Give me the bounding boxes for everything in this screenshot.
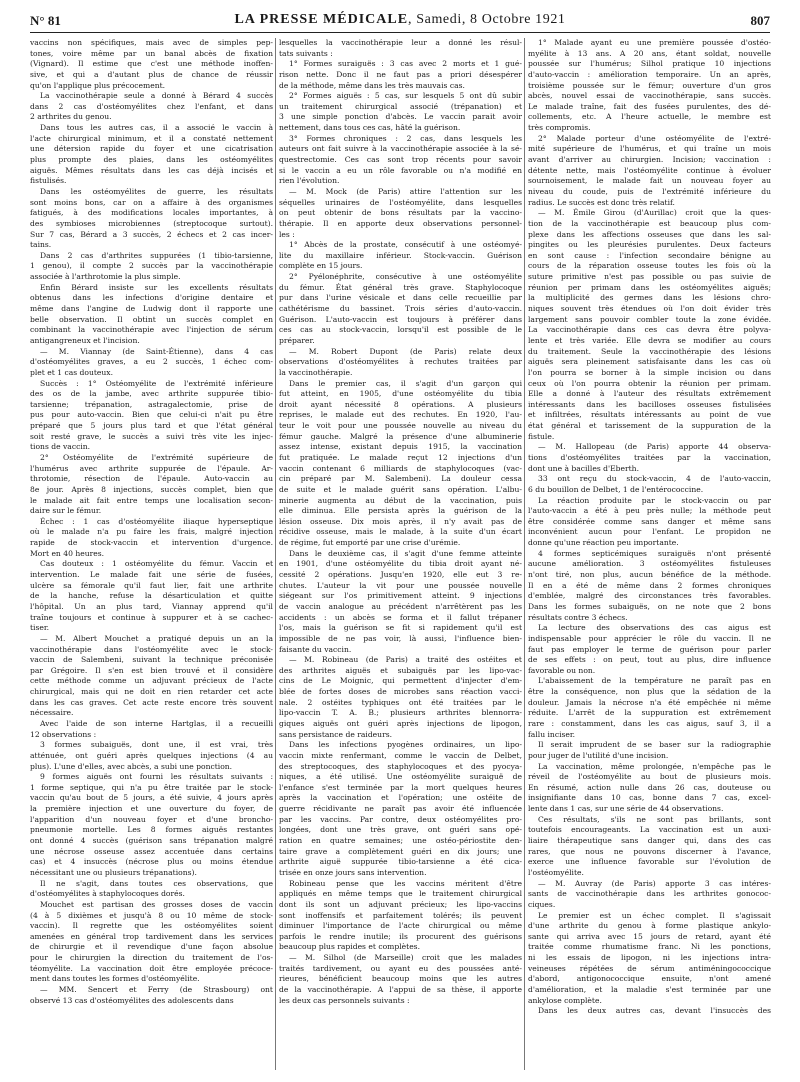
text-line: niques souvent très étendues où l'on doit évider très (528, 304, 771, 314)
text-line: questrectomie. Ces cas sont trop récents pour savoir (279, 155, 522, 165)
text-line: 4 formes septicémiques suraiguës n'ont présenté (538, 548, 771, 558)
text-line: 2° Pyélonéphrite, consécutive à une ostéomyélite (289, 272, 522, 282)
text-line: combinant la vaccinothérapie avec l'injection de sérum (30, 325, 273, 335)
text-line: auteurs ont fait suivre à la vaccinothérapie associée à la sé- (279, 144, 522, 154)
text-line: nettement, dans tous ces cas, hâté la guérison. (279, 123, 461, 133)
text-line: avant d'arriver au chirurgien. Incision; vaccination : (528, 155, 771, 165)
text-line: sont inoffensifs et parfaitement tolérés; ils peuvent (279, 910, 522, 920)
text-line: fémur gauche. Malgré la présence d'une albuminerie (279, 431, 522, 441)
text-line: 3° Formes chroniques : 2 cas, dans lesquels les (289, 133, 522, 143)
text-line: vaccin de Salembeni, suivant la technique préconisée (30, 655, 273, 665)
page-number: 807 (750, 13, 770, 28)
text-line: de la vaccinothérapie. A l'appui de sa thèse, il apporte (279, 985, 522, 995)
text-line: abcès, nouvel essai de vaccinothérapie, sans succès. (528, 91, 771, 101)
text-line: La vaccinothérapie dans ces cas devra être polyva- (528, 325, 771, 335)
text-column-3 (528, 38, 771, 1074)
text-line: et infiltrées, résultats intéressants au point de vue (528, 410, 771, 420)
text-line: cas) et 4 insuccès (nécrose plus ou moins étendue (30, 857, 273, 867)
text-line: qu'on l'applique plus précocement. (30, 80, 166, 90)
text-line: rapide de stock-vaccin et intervention d'urgence. (30, 538, 273, 548)
text-line: l'humérus avec arthrite suppurée de l'épaule. Ar- (30, 463, 273, 473)
text-line: être considérée comme sans danger et même sans (528, 516, 771, 526)
text-line: du fémur. État général très grave. Staphylocoque (279, 282, 522, 292)
text-line: La vaccination, même prolongée, n'empêche pas le (538, 761, 771, 771)
text-line: cette méthode comme un adjuvant précieux de l'acte (30, 676, 273, 686)
text-line: l'os, mais la guérison se fit si rapidement qu'il est (279, 623, 522, 633)
text-line: — M. Albert Mouchet a pratiqué depuis un an la (40, 633, 273, 643)
text-line: La lecture des observations des cas aigus est (538, 623, 771, 633)
text-line: (4 à 5 dixièmes et jusqu'à 8 ou 10 même de stock- (30, 910, 273, 920)
text-line: dans 2 cas d'ostéomyélites chez l'enfant, et dans (30, 101, 273, 111)
text-line: — M. Viannay (de Saint-Étienne), dans 4 cas (40, 346, 273, 356)
text-line: d'emblée, malgré des circonstances très favorables. (528, 591, 771, 601)
text-line: belle observation. Il obtint un succès complet en (30, 314, 273, 324)
text-line: ces cas au stock-vaccin, lorsqu'il est possible de le (279, 325, 522, 335)
text-line: Elle a donné à l'auteur des résultats extrêmement (528, 389, 771, 399)
text-line: veineuses répétées de sérum antiméningococcique (528, 963, 771, 973)
text-line: l'hôpital. Un an plus tard, Viannay apprend qu'il (30, 601, 273, 611)
text-line: La vaccinothérapie seule a donné à Bérard 4 succès (40, 91, 273, 101)
text-line: Guérison. L'auto-vaccin est toujours à préférer dans (279, 314, 522, 324)
text-line: la multiplicité des germes dans les lésions chro- (528, 293, 771, 303)
text-line: l'enfance s'est terminée par la mort quelques heures (279, 782, 522, 792)
text-line: les deux cas personnels suivants : (279, 995, 410, 1005)
text-line: Dans les ostéomyélites de guerre, les résultats (40, 186, 273, 196)
text-line: La réaction produite par le stock-vaccin ou par (538, 495, 771, 505)
text-line: du traitement. Seule la vaccinothérapie des lésions (528, 346, 771, 356)
text-line: Il serait imprudent de se baser sur la radiographie (538, 740, 771, 750)
text-line: suture primitive n'est pas possible ou pas suivie de (528, 272, 771, 282)
text-line: 1° Abcès de la prostate, consécutif à une ostéomyé- (289, 240, 522, 250)
text-line: résultats contre 3 échecs. (528, 612, 628, 622)
text-line: vaccins non spécifiques, mais avec de simples pep- (30, 38, 273, 47)
text-line: après la vaccination et l'opération; une ostéite de (279, 793, 522, 803)
text-line: 1 forme septique, qui n'a pu être traitée par le stock- (30, 782, 273, 792)
text-line: en sont cause : l'infection secondaire bénigne au (528, 250, 771, 260)
text-line: pour le chirurgien la direction du traitement de l'os- (30, 953, 273, 963)
text-line: de ses effets : on peut, tout au plus, dire influence (528, 655, 771, 665)
text-line: fut atteint, en 1905, d'une ostéomyélite du tibia (279, 389, 522, 399)
text-line: cins de Le Moignic, qui permettent d'injecter d'em- (279, 676, 522, 686)
text-line: faisante du vaccin. (279, 644, 352, 654)
text-line: d'amélioration, et la maladie s'est terminée par une (528, 985, 771, 995)
text-line: Enfin Bérard insiste sur les excellents résultats (40, 282, 273, 292)
text-line: ankylose complète. (528, 995, 602, 1005)
text-line: on peut obtenir de bons résultats par la vaccino- (279, 208, 522, 218)
text-line: tains. (30, 240, 52, 250)
text-line: aucune amélioration. 3 ostéomyélites fistuleuses (528, 559, 771, 569)
text-line: de vaccin analogue au précédent n'arrêtèrent pas les (279, 601, 522, 611)
text-line: faut pas employer le terme de guérison pour parler (528, 644, 771, 654)
text-line: plus prompte des plaies, dans les ostéomyélites (30, 155, 273, 165)
text-line: — M. Robineau (de Paris) a traité des ostéites et (289, 655, 522, 665)
text-line: sournoisement, le malade fait un nouveau foyer au (528, 176, 771, 186)
text-line: taire grave a complètement guéri en dix jours; une (279, 846, 522, 856)
text-line: niveau du coude, puis de l'extrémité inférieure du (528, 186, 771, 196)
text-line: ciques. (528, 899, 556, 909)
issue-number: N° 81 (30, 13, 61, 28)
text-line: daire sur le fémur. (30, 506, 102, 516)
text-line: des symbioses microbiennes (streptocoque surtout). (30, 218, 273, 228)
text-line: aiguës. Mêmes résultats dans les cas déjà incisés et (30, 165, 273, 175)
text-line: récidive osseuse, mais le malade, à la suite d'un écart (279, 527, 522, 537)
text-line: 3 une simple ponction d'abcès. Le vaccin parait avoir (279, 112, 522, 122)
text-line: même dans l'angine de Ludwig dont il rapporte une (30, 304, 273, 314)
text-line: nale. 2 ostéites typhiques ont été traitées par le (279, 697, 522, 707)
text-line: réunion per primam dans les ostéomyélites aiguës; (528, 282, 771, 292)
text-line: très compromis. (528, 123, 591, 133)
text-line: des streptocoques, des staphylocoques et des pyocya- (279, 761, 522, 771)
text-line: séquelles urinaires de l'ostéomyélite, dans lesquelles (279, 197, 522, 207)
text-line: 8e jour. Après 8 injections, succès complet, bien que (30, 484, 273, 494)
text-line: si le vaccin a eu un rôle favorable ou n'a modifié en (279, 165, 522, 175)
text-line: throtomie, résection de l'épaule. Auto-vaccin au (30, 474, 273, 484)
text-line: impossible de ne pas voir, là aussi, l'influence bien- (279, 633, 522, 643)
text-line: téomyélite. La vaccination doit être employée précoce- (30, 963, 273, 973)
text-line: sans persistance de raideurs. (279, 729, 393, 739)
text-line: vaccin qu'au bout de 5 jours, a été suivie, 4 jours après (30, 793, 273, 803)
text-line: pour juger de l'utilité d'une incision. (528, 750, 669, 760)
text-line: radius. Le succès est donc très relatif. (528, 197, 675, 207)
text-line: Il en a été de même dans 2 formes chroniques (528, 580, 771, 590)
text-line: fistule. (528, 431, 555, 441)
text-line: plet et 1 cas douteux. (30, 367, 114, 377)
text-line: la première injection et une ouverture du foyer, de (30, 804, 273, 814)
text-line: préparé que 5 jours plus tard et que l'état général (30, 421, 273, 431)
text-line: assez intense, existant depuis 1915, la vaccination (279, 442, 522, 452)
text-line: soit resté grave, le succès a suivi très vite les injec- (30, 431, 273, 441)
text-line: tarsienne; trépanation, astragalectomie, prise de (30, 399, 273, 409)
text-line: observé 13 cas d'ostéomyélites des adolescents dans (30, 995, 234, 1005)
text-line: sante qui arriva avec 15 jours de retard, ayant été (528, 931, 771, 941)
text-line: Il ne s'agit, dans toutes ces observations, que (40, 878, 273, 888)
text-line: Dans les formes subaiguës, on ne note que 2 bons (528, 601, 771, 611)
text-line: fallu inciser. (528, 729, 576, 739)
text-line: Robineau pense que les vaccins méritent d'être (289, 878, 522, 888)
text-line: Cas douteux : 1 ostéomyélite du fémur. Vaccin et (40, 559, 273, 569)
text-line: 33 ont reçu du stock-vaccin, 4 de l'auto-vaccin, (538, 474, 771, 484)
text-line: giques aiguës ont guéri après injections de lipogon, (279, 719, 522, 728)
text-line: lesquelles la vaccinothérapie leur a donné les résul- (279, 38, 522, 47)
text-line: une détersion rapide du foyer et une cicatrisation (30, 144, 273, 154)
text-line: l'on pourra se borner à la simple incision ou dans (528, 367, 771, 377)
text-line: vaccin contenant 6 milliards de staphylocoques (vac- (279, 463, 522, 473)
issue-date: , Samedi, 8 Octobre 1921 (408, 12, 566, 27)
publication-name: LA PRESSE MÉDICALE (234, 12, 409, 27)
text-line: atténuée, ont guéri après quelques injections (4 au (30, 750, 273, 760)
text-line: 1 genou), il compte 2 succès par la vaccinothérapie (30, 261, 273, 271)
text-line: ont donné 4 succès (guérison sans trépanation malgré (30, 836, 273, 846)
text-line: poussée sur l'humérus; Silhol pratique 10 injections (528, 59, 771, 69)
text-line: — M. Silhol (de Marseille) croit que les malades (289, 953, 522, 963)
text-line: obtenus dans les infections d'origine dentaire et (30, 293, 273, 303)
text-line: elle diminua. Elle persista après la guérison de la (279, 506, 522, 516)
text-line: 2° Ostéomyélite de l'extrémité supérieure de (40, 452, 273, 462)
text-line: — M. Auvray (de Paris) apporte 3 cas intéres- (538, 878, 771, 888)
text-line: tions de vaccin. (30, 442, 91, 452)
text-line: favorable ou non. (528, 665, 596, 675)
text-line: 1° Formes suraiguës : 3 cas avec 2 morts et 1 gué- (289, 59, 522, 69)
text-line: plus). L'une d'elles, avec abcès, a subi une ponction. (30, 761, 233, 771)
text-line: traîne toujours et continue à suppurer et à se cachec- (30, 612, 273, 622)
text-line: diminuer l'importance de l'acte chirurgical ou même (279, 921, 522, 931)
text-line: vaccin). Il regrette que les ostéomyélites soient (30, 921, 273, 931)
text-line: tones, voire même par un banal abcès de fixation (30, 48, 273, 58)
text-line: 3 formes subaiguës, dont une, il est vrai, très (40, 740, 273, 750)
text-line: en 1901, d'une ostéomyélite du tibia droit ayant né- (279, 559, 522, 569)
text-line: largement sans pouvoir combler toute la zone évidée. (528, 314, 771, 324)
text-line: cours de la réparation osseuse toutes les fois où la (528, 261, 771, 271)
text-line: 2° Formes aiguës : 5 cas, sur lesquels 5 ont dû subir (289, 91, 522, 101)
text-line: Ces résultats, s'ils ne sont pas brillants, sont (538, 814, 771, 824)
text-line: rieures, bénéficient beaucoup moins que les autres (279, 974, 522, 984)
text-line: accidents : un abcès se forma et il fallut trépaner (279, 612, 522, 622)
text-line: beaucoup plus rapides et complètes. (279, 942, 420, 952)
text-line: nécessaire. (30, 708, 74, 718)
text-line: Dans 2 cas d'arthrites suppurées (1 tibio-tarsienne, (40, 250, 273, 260)
text-line: réveil de l'ostéomyélite au bout de plusieurs mois. (528, 772, 771, 782)
text-line: droit ayant nécessité 8 opérations. A plusieurs (279, 399, 522, 409)
text-line: état général et tarissement de la suppuration de la (528, 421, 771, 431)
text-line: donne qu'une réaction peu importante. (528, 538, 679, 548)
text-line: par Grégoire. Il s'en est bien trouvé et il considère (30, 665, 273, 675)
text-line: lésion osseuse. Dix mois après, il n'y avait pas de (279, 516, 522, 526)
text-line: n'ont tiré, non plus, aucun bénéfice de la méthode. (528, 570, 771, 580)
text-line: de la hanche, refuse la désarticulation et quitte (30, 591, 273, 601)
text-line: rison nette. Donc il ne faut pas a priori désespérer (279, 69, 522, 79)
text-line: blée de fortes doses de microbes sans réaction vacci- (279, 687, 522, 697)
text-line: Mort en 40 heures. (30, 548, 105, 558)
text-line: d'une arthrite du genou à forme plastique ankylo- (528, 921, 771, 931)
text-line: niques, a été utilisé. Une ostéomyélite suraiguë de (279, 772, 522, 782)
text-line: cathétérisme du bassinet. Trois séries d'auto-vaccin. (279, 304, 522, 314)
text-line: guerre récidivante ne paraît pas avoir été influencée (279, 804, 522, 814)
text-line: troisième poussée sur le fémur; ouverture d'un gros (528, 80, 771, 90)
text-line: — M. Robert Dupont (de Paris) relate deux (289, 346, 522, 356)
text-line: 1° Malade ayant eu une première poussée d'ostéo- (538, 38, 771, 47)
text-line: lipo-vaccin T. A. B.; plusieurs arthrites blennorra- (279, 708, 522, 718)
text-line: exerce une influence favorable sur l'évolution de (528, 857, 771, 867)
text-line: En résumé, action nulle dans 26 cas, douteuse ou (528, 782, 771, 792)
text-line: appliqués en même temps que le traitement chirurgical (279, 889, 522, 899)
text-line: — M. Mock (de Paris) attire l'attention sur les (289, 186, 522, 196)
text-line: cin préparé par M. Salembeni). La douleur cessa (279, 474, 522, 484)
text-column-1 (30, 38, 273, 1074)
text-line: Dans le deuxième cas, il s'agit d'une femme atteinte (289, 548, 522, 558)
text-line: lente dans 1 cas, sur une série de 44 observations. (528, 804, 724, 814)
text-line: longées, dont une très grave, ont guéri sans opé- (279, 825, 522, 835)
text-line: thérapie. Il en apporte deux observations personnel- (279, 218, 522, 228)
text-line: L'abaissement de la température ne paraît pas en (538, 676, 771, 686)
text-line: sont moins bons, car on a affaire à des organismes (30, 197, 273, 207)
text-line: des arthrites aiguës et subaiguës par les lipo-vac- (279, 665, 522, 675)
text-line: 9 formes aiguës ont fourni les résultats suivants : (40, 772, 273, 782)
text-line: lite du maxillaire inférieur. Stock-vaccin. Guérison (279, 250, 522, 260)
text-line: myélite à 13 ans. A 20 ans, étant soldat, nouvelle (528, 48, 771, 58)
text-line: détente nette, mais l'ostéomyélite continue à évoluer (528, 165, 771, 175)
text-line: pus pour auto-vaccin. Bien que celui-ci n'ait pu être (30, 410, 273, 420)
text-line: rare : constamment, dans les cas aigus, sauf 3, il a (528, 719, 771, 728)
text-line: (Vignard). Il estime que c'est une méthode inoffen- (30, 59, 273, 69)
text-line: observations d'ostéomyélites à rechutes traitées par (279, 357, 522, 367)
text-line: un traitement chirurgical associé (trépanation) et (279, 101, 522, 111)
text-line: insignifiante dans 10 cas, bonne dans 7 cas, excel- (528, 793, 771, 803)
text-line: complète en 15 jours. (279, 261, 363, 271)
text-line: une nécrose osseuse assez accentuée dans certains (30, 846, 273, 856)
text-line: sive, et qui a d'autant plus de chance de réussir (30, 69, 273, 79)
text-line: 6 du bouillon de Delbet, 1 de l'entérococcine. (528, 484, 704, 494)
text-line: Dans les deux autres cas, devant l'insuccès des (538, 1006, 771, 1016)
text-line: douleur. Jamais la nécrose n'a été empêchée ni même (528, 697, 771, 707)
text-line: l'apparition d'un nouveau foyer et d'une broncho- (30, 814, 273, 824)
text-line: vaccinothérapie dans l'ostéomyélite avec le stock- (30, 644, 273, 654)
text-line: — M. Hallopeau (de Paris) apporte 44 observa- (538, 442, 771, 452)
page-header (30, 10, 770, 33)
text-line: tiser. (30, 623, 50, 633)
column-rule (275, 38, 276, 1070)
text-line: tions d'ostéomyélites traitées par la vaccination, (528, 452, 771, 462)
text-line: vaccin mixte renfermant, comme le vaccin de Delbet, (279, 750, 522, 760)
text-line: sants de vaccinothérapie dans les arthrites gonococ- (528, 889, 771, 899)
text-line: 2° Malade porteur d'une ostéomyélite de l'extré- (538, 133, 771, 143)
text-line: associée à l'arthrotomie la plus simple. (30, 272, 181, 282)
text-line: ceux où l'on pourra obtenir la réunion per primam. (528, 378, 771, 388)
text-line: préparer. (279, 335, 315, 345)
text-line: pneumonie mortelle. Les 8 formes aiguës restantes (30, 825, 273, 835)
text-line: indispensable pour apprécier le rôle du vaccin. Il ne (528, 633, 771, 643)
text-line: Dans le premier cas, il s'agit d'un garçon qui (289, 378, 522, 388)
text-line: dans les cas graves. Cet acte reste encore très souvent (30, 697, 273, 707)
text-line: d'ostéomyélites graves, a eu 2 succès, 1 échec com- (30, 357, 273, 367)
text-line: d'ostéomyélites à staphylocoques dorés. (30, 889, 185, 899)
text-line: rien l'évolution. (279, 176, 340, 186)
text-line: fut pratiquée. Le malade reçut 12 injections d'un (279, 452, 522, 462)
text-line: Le malade traîne, fait des fusées purulentes, des dé- (528, 101, 771, 111)
text-line: cessité 2 opérations. Jusqu'en 1920, elle eut 3 re- (279, 570, 522, 580)
text-line: toutefois encourageants. La vaccination est un auxi- (528, 825, 771, 835)
text-line: dont une à bacilles d'Eberth. (528, 463, 639, 473)
text-line: tats suivants : (279, 48, 333, 58)
text-line: dont ils sont un adjuvant précieux; les lipo-vaccins (279, 899, 522, 909)
text-line: les : (279, 229, 295, 239)
text-line: mité supérieure de l'humérus, et qui traîne un mois (528, 144, 771, 154)
text-line: intervention. Le malade fait une série de fusées, (30, 570, 273, 580)
text-line: ration en quatre semaines; une ostéo-périostite den- (279, 836, 522, 846)
text-line: ulcère sa fémorale qu'il faut lier, fait une arthrite (30, 580, 273, 590)
text-line: ni les essais de lipogon, ni les injections intra- (528, 953, 771, 963)
text-line: reprises, le malade eut des rechutes. En 1920, l'au- (279, 410, 522, 420)
text-line: Dans tous les autres cas, il a associé le vaccin à (40, 123, 273, 133)
text-line: collements, etc. A l'heure actuelle, le membre est (528, 112, 771, 122)
text-line: le malade ait fait entre temps une localisation secon- (30, 495, 273, 505)
text-line: réduite. L'arrêt de la suppuration est extrêmement (528, 708, 771, 718)
text-line: Sur 7 cas, Bérard a 3 succès, 2 échecs et 2 cas incer- (30, 229, 273, 239)
text-line: tion de la vaccinothérapie est beaucoup plus com- (528, 218, 771, 228)
text-column-2 (279, 38, 522, 1074)
text-line: ment dans toutes les formes d'ostéomyélite. (30, 974, 200, 984)
text-line: plexe dans les affections osseuses que dans les sal- (528, 229, 771, 239)
column-rule (524, 38, 525, 1070)
text-line: Dans les infections pyogènes ordinaires, un lipo- (289, 740, 522, 750)
text-line: chutes. L'auteur la vit pour une poussée nouvelle (279, 580, 522, 590)
text-line: Avec l'aide de son interne Hartglas, il a recueilli (40, 719, 273, 728)
publication-title (30, 12, 770, 28)
text-line: pingites ou les pleurésies purulentes. Deux facteurs (528, 240, 771, 250)
text-line: l'acte chirurgical minimum, et il a constaté nettement (30, 133, 273, 143)
text-line: liaire thérapeutique sans danger qui, dans des cas (528, 836, 771, 846)
text-line: la vaccinothérapie. (279, 367, 353, 377)
text-line: parfois le rendre inutile; ils procurent des guérisons (279, 931, 522, 941)
text-line: nécessitant une ou plusieurs trépanations). (30, 867, 197, 877)
text-line: aiguës sera pleinement satisfaisante dans les cas où (528, 357, 771, 367)
text-line: 2 arthrites du genou. (30, 112, 112, 122)
text-line: des os de la jambe, avec arthrite suppurée tibio- (30, 389, 273, 399)
text-line: où le malade n'a pu faire les frais, malgré injection (30, 527, 273, 537)
text-line: pur dans l'urine vésicale et dans celle recueillie par (279, 293, 522, 303)
text-line: arthrite aiguë suppurée tibio-tarsienne a été cica- (279, 857, 522, 867)
text-line: l'auto-vaccin a été à peu près nulle; la méthode peut (528, 506, 771, 516)
text-line: Le premier est un échec complet. Il s'agissait (538, 910, 771, 920)
text-line: lente et très variée. Elle devra se modifier au cours (528, 335, 771, 345)
text-line: antigangreneux et l'incision. (30, 335, 140, 345)
text-line: de suite et le malade guérit sans opération. L'albu- (279, 484, 522, 494)
text-line: intéressants dans les bacilloses osseuses fistulisées (528, 399, 771, 409)
text-line: amenées en général trop tardivement dans les services (30, 931, 273, 941)
text-line: être la conséquence, non plus que la sédation de la (528, 687, 771, 697)
text-line: de la méthode, même dans les très mauvais cas. (279, 80, 465, 90)
text-line: d'abord, antigonococcique ensuite, n'ont amené (528, 974, 771, 984)
text-line: siégeant sur l'os primitivement atteint. 9 injections (279, 591, 522, 601)
text-line: — M. Émile Girou (d'Aurillac) croit que la ques- (538, 208, 771, 218)
text-line: traitée comme rhumatisme franc. Ni les ponctions, (528, 942, 771, 952)
text-line: Échec : 1 cas d'ostéomyélite iliaque hyperseptique (40, 516, 273, 526)
text-line: chirurgical, mais qui ne doit en rien retarder cet acte (30, 687, 273, 697)
text-line: par les vaccins. Par contre, deux ostéomyélites pro- (279, 814, 522, 824)
text-line: rares, que nous ne pouvons discerner à l'avance, (528, 846, 771, 856)
text-line: d'auto-vaccin : amélioration temporaire. Un an après, (528, 69, 771, 79)
text-line: trisée en onze jours sans intervention. (279, 867, 427, 877)
text-line: traités tardivement, ou ayant eu des poussées anté- (279, 963, 522, 973)
text-line: de régime, fut emporté par une crise d'urémie. (279, 538, 461, 548)
text-line: — MM. Sencert et Ferry (de Strasbourg) ont (40, 985, 273, 995)
text-line: Mouchet est partisan des grosses doses de vaccin (40, 899, 273, 909)
text-line: fistulisés. (30, 176, 67, 186)
text-line: minerie augmenta au début de la vaccination, puis (279, 495, 522, 505)
text-line: inconvénient aucun pour l'enfant. Le propidon ne (528, 527, 771, 537)
text-line: 12 observations : (30, 729, 97, 739)
text-line: de chirurgie et il revendique d'une façon absolue (30, 942, 273, 952)
text-line: teur le voit pour une poussée nouvelle au niveau du (279, 421, 522, 431)
text-line: Succès : 1° Ostéomyélite de l'extrémité inférieure (40, 378, 273, 388)
text-line: fatigués, à des modifications locales importantes, à (30, 208, 273, 218)
text-line: l'ostéomyélite. (528, 867, 584, 877)
